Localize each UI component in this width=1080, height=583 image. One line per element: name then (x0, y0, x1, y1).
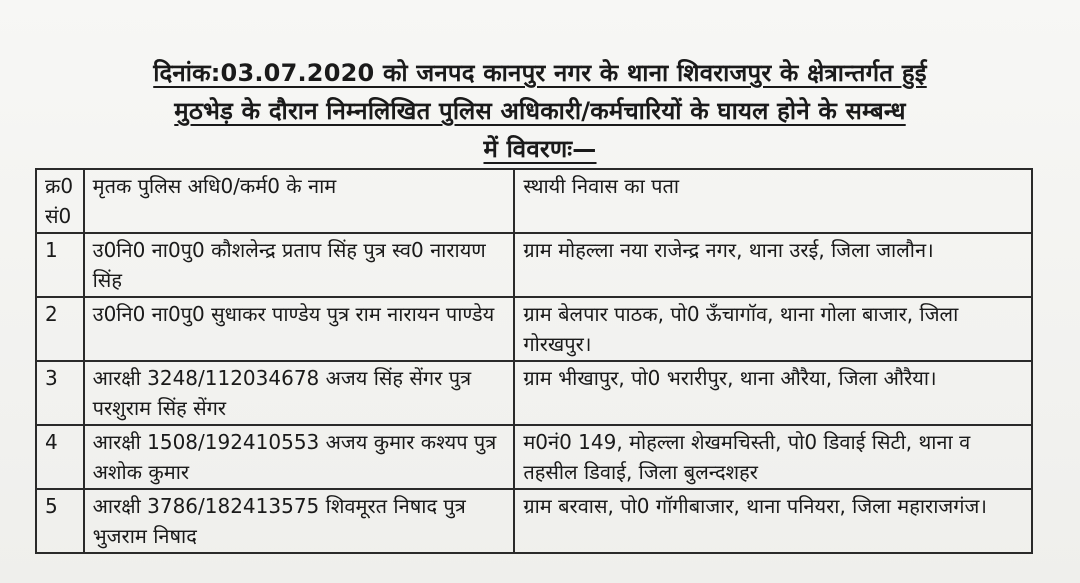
row-address: ग्राम बेलपार पाठक, पो0 ऊँचागॉव, थाना गोला बाजार, जिला गोरखपुर। (514, 297, 1032, 361)
header-serial: क्र0 सं0 (36, 169, 84, 233)
table-row (36, 297, 1032, 361)
document-heading (40, 54, 1040, 168)
row-address: ग्राम बरवास, पो0 गॉगीबाजार, थाना पनियरा, जिला महाराजगंज। (514, 489, 1032, 553)
row-serial: 3 (36, 361, 84, 425)
table-row (36, 425, 1032, 489)
table-header-row (36, 169, 1032, 233)
row-serial: 5 (36, 489, 84, 553)
row-serial: 1 (36, 233, 84, 297)
row-address: ग्राम मोहल्ला नया राजेन्द्र नगर, थाना उरई, जिला जालौन। (514, 233, 1032, 297)
header-name: मृतक पुलिस अधि0/कर्म0 के नाम (84, 169, 515, 233)
heading-line-3: में विवरणः— (483, 135, 597, 163)
table-row (36, 361, 1032, 425)
injured-personnel-table (35, 168, 1033, 554)
row-name: उ0नि0 ना0पु0 कौशलेन्द्र प्रताप सिंह पुत्र स्व0 नारायण सिंह (84, 233, 515, 297)
heading-line-2: मुठभेड़ के दौरान निम्नलिखित पुलिस अधिकारी/कर्मचारियों के घायल होने के सम्बन्ध (174, 97, 906, 125)
table-row (36, 489, 1032, 553)
header-address: स्थायी निवास का पता (514, 169, 1032, 233)
row-name: उ0नि0 ना0पु0 सुधाकर पाण्डेय पुत्र राम नारायन पाण्डेय (84, 297, 515, 361)
heading-line-1: दिनांक:03.07.2020 को जनपद कानपुर नगर के थाना शिवराजपुर के क्षेत्रान्तर्गत हुई (153, 59, 927, 87)
row-name: आरक्षी 3248/112034678 अजय सिंह सेंगर पुत्र परशुराम सिंह सेंगर (84, 361, 515, 425)
row-address: म0नं0 149, मोहल्ला शेखमचिस्ती, पो0 डिवाई सिटी, थाना व तहसील डिवाई, जिला बुलन्दशहर (514, 425, 1032, 489)
table-row (36, 233, 1032, 297)
row-name: आरक्षी 1508/192410553 अजय कुमार कश्यप पुत्र अशोक कुमार (84, 425, 515, 489)
row-serial: 4 (36, 425, 84, 489)
row-address: ग्राम भीखापुर, पो0 भरारीपुर, थाना औरैया, जिला औरैया। (514, 361, 1032, 425)
row-serial: 2 (36, 297, 84, 361)
row-name: आरक्षी 3786/182413575 शिवमूरत निषाद पुत्र भुजराम निषाद (84, 489, 515, 553)
